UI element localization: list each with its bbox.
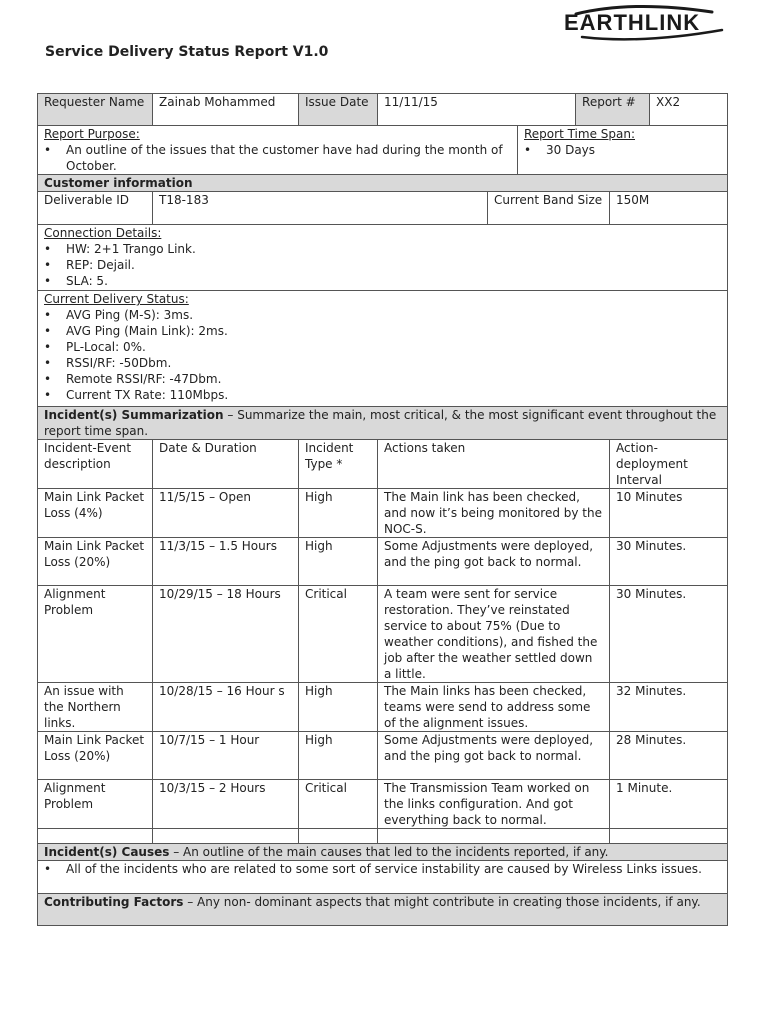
page-title: Service Delivery Status Report V1.0	[45, 44, 329, 60]
earthlink-logo-mark	[562, 4, 732, 44]
connection-details-label: Connection Details:	[44, 226, 162, 240]
connection-item: • REP: Dejail.	[66, 257, 721, 273]
band-size-value: 150M	[610, 192, 728, 225]
issue-date-label: Issue Date	[299, 94, 378, 126]
report-table	[37, 93, 728, 926]
incident-interval: 10 Minutes	[610, 489, 728, 538]
incident-causes-title: Incident(s) Causes	[44, 845, 170, 859]
incident-summary-title: Incident(s) Summarization	[44, 408, 224, 422]
connection-item: • SLA: 5.	[66, 273, 721, 289]
requester-value: Zainab Mohammed	[153, 94, 299, 126]
incident-actions: The Transmission Team worked on the links configuration. And got everything back to normal.	[378, 780, 610, 829]
connection-item: • HW: 2+1 Trango Link.	[66, 241, 721, 257]
table-row	[38, 683, 728, 732]
delivery-status-label: Current Delivery Status:	[44, 292, 189, 306]
col-header-date: Date & Duration	[153, 440, 299, 489]
incident-interval: 30 Minutes.	[610, 538, 728, 586]
incident-actions: A team were sent for service restoration. They’ve reinstated service to about 75% (Due to weather conditions), and fished the job after the weather settled down a little.	[378, 586, 610, 683]
incident-causes-desc: – An outline of the main causes that led to the incidents reported, if any.	[169, 845, 609, 859]
incident-cause-item: • All of the incidents who are related to some sort of service instability are caused by Wireless Links issues.	[66, 861, 721, 877]
table-row-empty	[38, 829, 728, 844]
col-header-interval: Action-deployment Interval	[610, 440, 728, 489]
report-form	[37, 93, 727, 926]
incident-date: 10/28/15 – 16 Hour s	[153, 683, 299, 732]
report-number-value: XX2	[650, 94, 728, 126]
report-purpose-cell	[38, 126, 518, 175]
contributing-factors-header	[38, 894, 728, 926]
report-number-label: Report #	[576, 94, 650, 126]
report-purpose-text: • An outline of the issues that the customer have had during the month of October.	[66, 142, 511, 174]
report-time-span-value: • 30 Days	[546, 142, 721, 158]
incident-interval: 30 Minutes.	[610, 586, 728, 683]
logo-text: EARTHLINK	[564, 10, 701, 35]
delivery-status-item: • RSSI/RF: -50Dbm.	[66, 355, 721, 371]
deliverable-id-label: Deliverable ID	[38, 192, 153, 225]
deliverable-id-value: T18-183	[153, 192, 488, 225]
incident-actions: Some Adjustments were deployed, and the ping got back to normal.	[378, 538, 610, 586]
table-row	[38, 732, 728, 780]
incident-date: 10/7/15 – 1 Hour	[153, 732, 299, 780]
empty-cell	[610, 829, 728, 844]
report-time-span-label: Report Time Span:	[524, 127, 636, 141]
col-header-actions: Actions taken	[378, 440, 610, 489]
incident-type: High	[299, 683, 378, 732]
delivery-status-item: • PL-Local: 0%.	[66, 339, 721, 355]
requester-label: Requester Name	[38, 94, 153, 126]
incident-actions: The Main links has been checked, teams were send to address some of the alignment issues.	[378, 683, 610, 732]
incident-description: Main Link Packet Loss (20%)	[38, 732, 153, 780]
table-row	[38, 586, 728, 683]
incident-description: Alignment Problem	[38, 586, 153, 683]
table-row	[38, 780, 728, 829]
incident-date: 10/29/15 – 18 Hours	[153, 586, 299, 683]
connection-details-cell	[38, 225, 728, 291]
incident-causes-header	[38, 844, 728, 861]
incident-type: High	[299, 538, 378, 586]
report-purpose-label: Report Purpose:	[44, 127, 140, 141]
incident-date: 11/3/15 – 1.5 Hours	[153, 538, 299, 586]
empty-cell	[38, 829, 153, 844]
empty-cell	[378, 829, 610, 844]
incident-interval: 1 Minute.	[610, 780, 728, 829]
incident-actions: Some Adjustments were deployed, and the ping got back to normal.	[378, 732, 610, 780]
incident-interval: 28 Minutes.	[610, 732, 728, 780]
col-header-type: Incident Type *	[299, 440, 378, 489]
incident-date: 10/3/15 – 2 Hours	[153, 780, 299, 829]
customer-info-title: Customer information	[44, 176, 193, 190]
incident-actions: The Main link has been checked, and now it’s being monitored by the NOC-S.	[378, 489, 610, 538]
empty-cell	[299, 829, 378, 844]
delivery-status-item: • Remote RSSI/RF: -47Dbm.	[66, 371, 721, 387]
col-header-description: Incident-Event description	[38, 440, 153, 489]
incident-interval: 32 Minutes.	[610, 683, 728, 732]
delivery-status-item: • AVG Ping (M-S): 3ms.	[66, 307, 721, 323]
incident-summary-desc: – Summarize the main, most critical, & the most significant event throughout the report time span.	[44, 408, 717, 438]
incident-type: Critical	[299, 780, 378, 829]
incident-causes-cell	[38, 861, 728, 894]
delivery-status-item: • Current TX Rate: 110Mbps.	[66, 387, 721, 403]
incident-type: Critical	[299, 586, 378, 683]
earthlink-logo	[562, 4, 732, 44]
incident-date: 11/5/15 – Open	[153, 489, 299, 538]
empty-cell	[153, 829, 299, 844]
band-size-label: Current Band Size	[488, 192, 610, 225]
customer-info-header	[38, 175, 728, 192]
delivery-status-item: • AVG Ping (Main Link): 2ms.	[66, 323, 721, 339]
incident-description: Alignment Problem	[38, 780, 153, 829]
incident-description: Main Link Packet Loss (4%)	[38, 489, 153, 538]
incident-summary-header	[38, 407, 728, 440]
table-row	[38, 538, 728, 586]
incident-description: An issue with the Northern links.	[38, 683, 153, 732]
issue-date-value: 11/11/15	[378, 94, 576, 126]
delivery-status-cell	[38, 291, 728, 407]
contributing-factors-desc: – Any non- dominant aspects that might contribute in creating those incidents, if any.	[183, 895, 701, 909]
incident-type: High	[299, 732, 378, 780]
incident-description: Main Link Packet Loss (20%)	[38, 538, 153, 586]
incident-type: High	[299, 489, 378, 538]
contributing-factors-title: Contributing Factors	[44, 895, 184, 909]
table-row	[38, 489, 728, 538]
report-time-span-cell	[518, 126, 728, 175]
